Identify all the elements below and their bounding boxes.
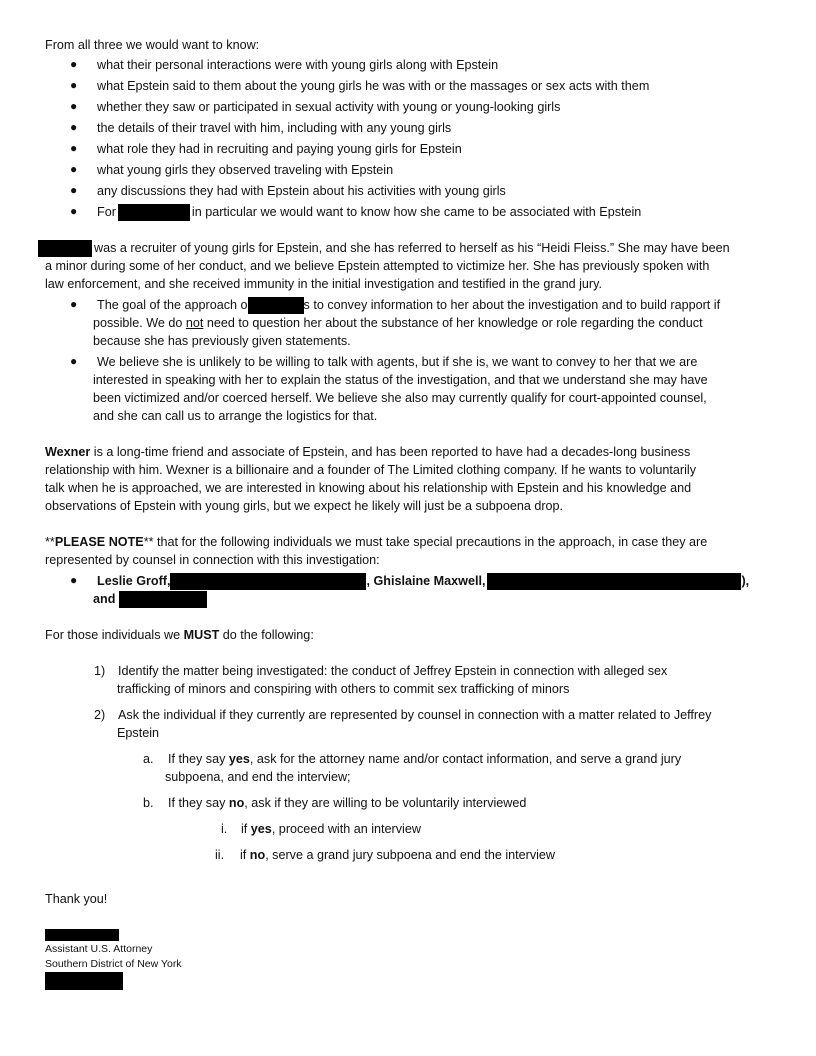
paragraph-line (93, 315, 703, 332)
person-name: Wexner (45, 445, 91, 459)
step-number: 1) (94, 664, 106, 678)
text-span: ), (741, 574, 750, 588)
paragraph-line: was a recruiter of young girls for Epstein, and she has referred to herself as his “Heidi Fleiss.” She may have been (94, 241, 730, 255)
bullet-marker: ● (70, 162, 78, 176)
text-span: , serve a grand jury subpoena and end the interview (265, 848, 556, 862)
list-item-suffix: in particular we would want to know how she came to be associated with Epstein (191, 205, 642, 219)
answer-yes: yes (250, 822, 272, 836)
paragraph-line: observations of Epstein with young girls, but we expect he likely will just be a subpoena drop. (45, 499, 564, 513)
text-span: , ask for the attorney name and/or contact information, and serve a grand jury (249, 752, 682, 766)
text-span: if (241, 822, 251, 836)
text-span: need to question her about the substance of her knowledge or role regarding the conduct (203, 316, 703, 330)
substep-text (241, 821, 421, 838)
bullet-marker: ● (70, 99, 78, 113)
redaction-box (118, 204, 190, 221)
note-label: PLEASE NOTE (54, 535, 144, 549)
text-span: and (93, 592, 116, 606)
person-name: , Ghislaine Maxwell, (366, 574, 486, 588)
bullet-marker: ● (70, 297, 78, 311)
redaction-box (248, 297, 304, 314)
redaction-box (170, 573, 366, 590)
text-span: If they say (168, 796, 229, 810)
step-text: Ask the individual if they currently are represented by counsel in connection with a matter related to Jeffrey (118, 708, 712, 722)
signer-office: Southern District of New York (45, 958, 182, 970)
substep-text (168, 751, 681, 768)
emphasis-not: not (185, 316, 204, 330)
bullet-marker: ● (70, 141, 78, 155)
bullet-marker: ● (70, 183, 78, 197)
bullet-marker: ● (70, 78, 78, 92)
paragraph-line: talk when he is approached, we are interested in knowing about his relationship with Epstein and his knowledge and (45, 481, 692, 495)
bullet-marker: ● (70, 204, 78, 218)
text-span: ** that for the following individuals we must take special precautions in the approach, in case they are (143, 535, 708, 549)
substep-label: i. (221, 822, 228, 836)
redaction-box (487, 573, 741, 590)
redaction-box (45, 929, 119, 941)
list-item: any discussions they had with Epstein about his activities with young girls (97, 184, 506, 198)
paragraph-line: relationship with him. Wexner is a billionaire and a founder of The Limited clothing company. If he wants to voluntarily (45, 463, 697, 477)
bullet-marker: ● (70, 354, 78, 368)
list-item: what their personal interactions were with young girls along with Epstein (97, 58, 499, 72)
list-item: whether they saw or participated in sexual activity with young or young-looking girls (97, 100, 561, 114)
names-line (97, 573, 749, 590)
intro-line: From all three we would want to know: (45, 38, 260, 52)
redaction-box (45, 972, 123, 990)
paragraph-line: law enforcement, and she received immunity in the initial investigation and testified in the grand jury. (45, 277, 602, 291)
person-name: Leslie Groff, (97, 574, 171, 588)
paragraph-line: represented by counsel in connection with this investigation: (45, 553, 380, 567)
step-text: Identify the matter being investigated: the conduct of Jeffrey Epstein in connection with alleged sex (118, 664, 668, 678)
paragraph-line (45, 534, 707, 551)
redaction-box (38, 240, 92, 257)
text-span: ** (45, 535, 55, 549)
paragraph-line: and she can call us to arrange the logistics for that. (93, 409, 378, 423)
step-number: 2) (94, 708, 106, 722)
bullet-marker: ● (70, 57, 78, 71)
paragraph-line: been victimized and/or coerced herself. We believe she also may currently qualify for court-appointed counsel, (93, 391, 707, 405)
names-line (93, 591, 207, 608)
text-span: is a long-time friend and associate of Epstein, and has been reported to have had a decades-long business (90, 445, 691, 459)
substep-label: a. (143, 752, 154, 766)
paragraph-line (97, 297, 720, 314)
substep-text (240, 847, 555, 864)
paragraph-line: because she has previously given statements. (93, 334, 351, 348)
substep-text: subpoena, and end the interview; (165, 770, 351, 784)
must-line (45, 627, 314, 644)
list-item: what role they had in recruiting and paying young girls for Epstein (97, 142, 462, 156)
signer-title: Assistant U.S. Attorney (45, 943, 153, 955)
paragraph-line: a minor during some of her conduct, and we believe Epstein attempted to victimize her. She has previously spoken with (45, 259, 710, 273)
text-span: For those individuals we (45, 628, 184, 642)
redaction-box (119, 591, 207, 608)
answer-yes: yes (228, 752, 250, 766)
list-item: what Epstein said to them about the young girls he was with or the massages or sex acts with them (97, 79, 650, 93)
list-item (97, 204, 641, 221)
list-item: what young girls they observed traveling with Epstein (97, 163, 394, 177)
text-span: , ask if they are willing to be voluntarily interviewed (244, 796, 527, 810)
text-span: , proceed with an interview (271, 822, 421, 836)
closing-line: Thank you! (45, 892, 108, 906)
text-span: The goal of the approach o (97, 298, 248, 312)
list-item: the details of their travel with him, including with any young girls (97, 121, 452, 135)
step-text: trafficking of minors and conspiring with others to commit sex trafficking of minors (117, 682, 570, 696)
answer-no: no (228, 796, 245, 810)
step-text: Epstein (117, 726, 160, 740)
paragraph-line: We believe she is unlikely to be willing to talk with agents, but if she is, we want to convey to her that we are (97, 355, 698, 369)
answer-no: no (249, 848, 266, 862)
paragraph-line (45, 444, 690, 461)
text-span: If they say (168, 752, 229, 766)
text-span: s to convey information to her about the investigation and to build rapport if (303, 298, 721, 312)
substep-label: ii. (215, 848, 225, 862)
list-item-prefix: For (97, 205, 116, 219)
text-span: do the following: (219, 628, 314, 642)
paragraph-line: interested in speaking with her to explain the status of the investigation, and that we understand she may have (93, 373, 708, 387)
bullet-marker: ● (70, 120, 78, 134)
text-span: if (240, 848, 250, 862)
emphasis-must: MUST (183, 628, 220, 642)
substep-text (168, 795, 526, 812)
substep-label: b. (143, 796, 154, 810)
text-span: possible. We do (93, 316, 186, 330)
bullet-marker: ● (70, 573, 78, 587)
